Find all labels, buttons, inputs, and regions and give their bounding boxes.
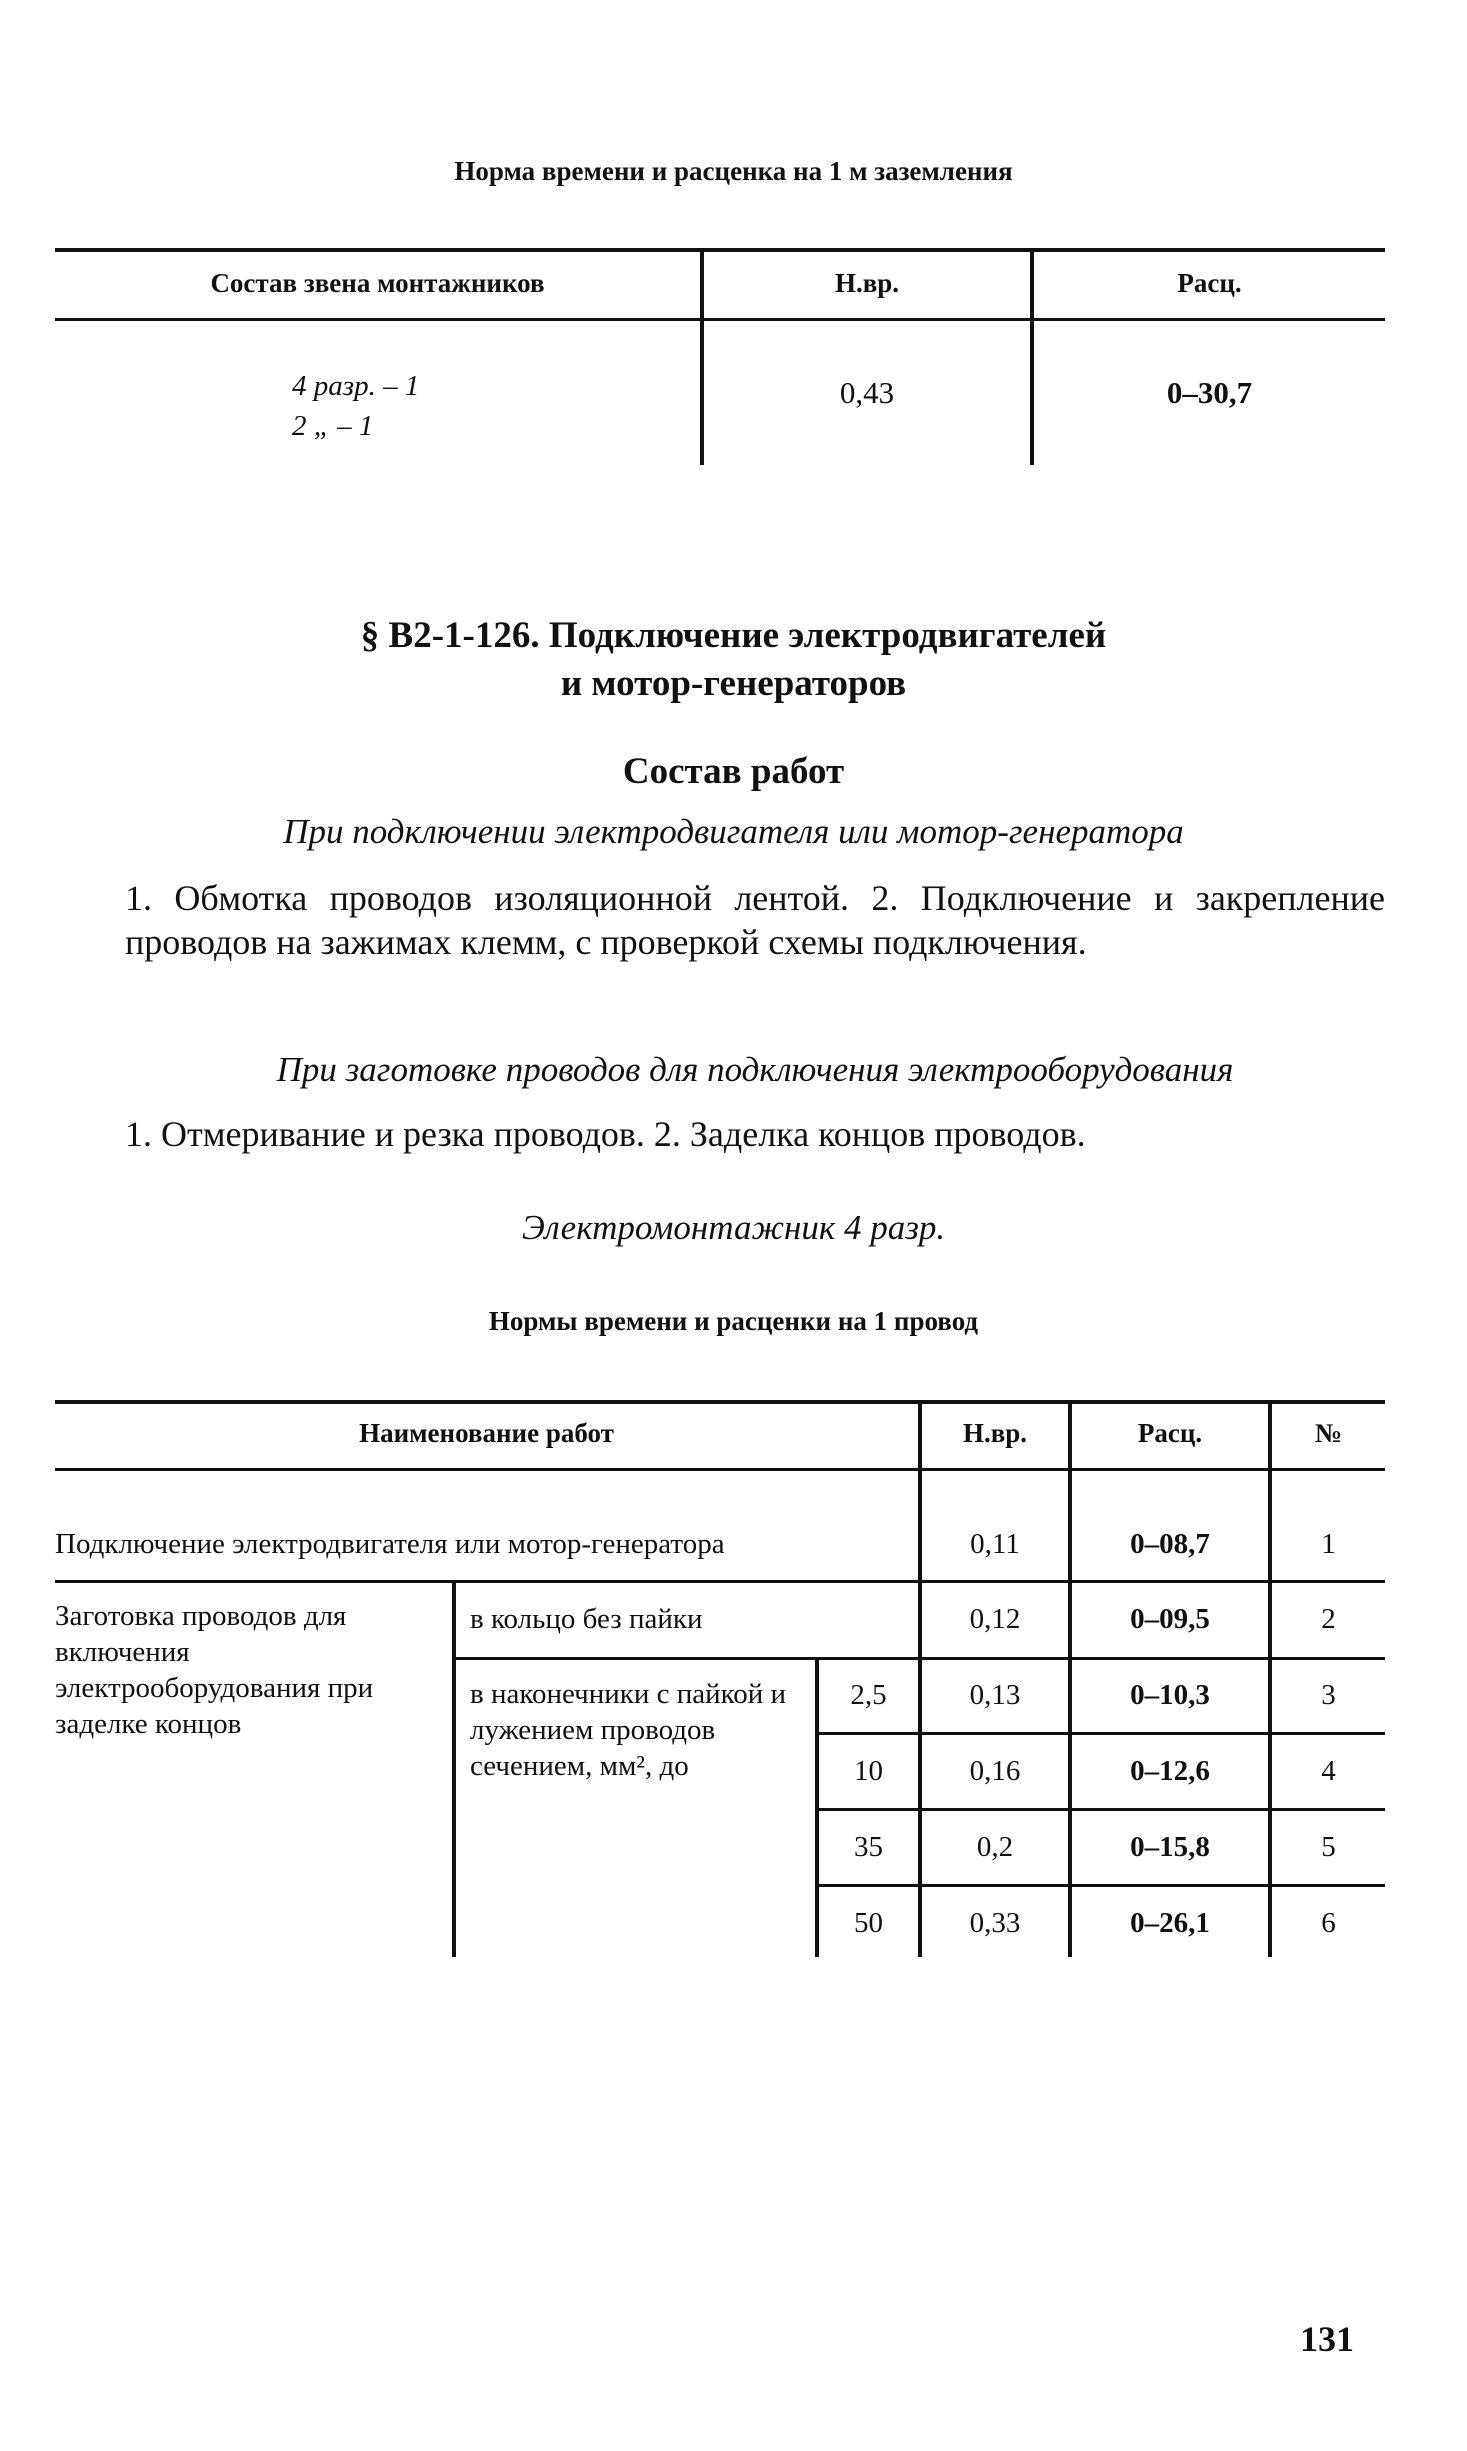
table1-header-crew: Состав звена монтажников <box>210 268 545 298</box>
table2-row2-name: в кольцо без пайки <box>470 1603 703 1635</box>
table1-crew-line2: 2 „ – 1 <box>292 410 374 442</box>
table2-row3-num: 3 <box>1321 1679 1336 1711</box>
table2-row6-rate: 0–26,1 <box>1130 1907 1210 1939</box>
section-title-line2: и мотор-генераторов <box>560 663 907 704</box>
table2-row1-num: 1 <box>1321 1528 1336 1560</box>
table1-caption: Норма времени и расценка на 1 м заземления <box>454 156 1013 186</box>
table2-row2-num: 2 <box>1321 1603 1336 1635</box>
table2-row3-size: 2,5 <box>850 1679 887 1711</box>
table2-top-rule <box>55 1400 1385 1404</box>
page-number: 131 <box>1300 2319 1354 2359</box>
table2-header-norm: Н.вр. <box>962 1418 1028 1448</box>
table2-row5-rate: 0–15,8 <box>1130 1831 1210 1863</box>
table1-header-rate: Расц. <box>1177 268 1242 298</box>
table2-row-rule-5 <box>817 1884 1385 1887</box>
table2-row1-rate: 0–08,7 <box>1130 1528 1210 1560</box>
table2-row5-num: 5 <box>1321 1831 1336 1863</box>
table2-row4-norm: 0,16 <box>969 1755 1021 1787</box>
table2-row4-size: 10 <box>854 1755 883 1787</box>
case1-text: 1. Обмотка проводов изоляционной лентой. 2. Подключение и закрепление проводов на зажимах клемм, с проверкой схемы подключения. <box>125 878 1385 962</box>
table2-header-num: № <box>1314 1418 1343 1448</box>
table2-sub-label: в наконечники с пайкой и лужением проводов сечением, мм², до <box>470 1678 787 1782</box>
table2-row4-num: 4 <box>1321 1755 1336 1787</box>
table2-row1-norm: 0,11 <box>970 1528 1020 1560</box>
table2-row2-norm: 0,12 <box>969 1603 1021 1635</box>
table2-row-rule-4 <box>817 1808 1385 1811</box>
table2-caption: Нормы времени и расценки на 1 провод <box>488 1306 979 1336</box>
case1-heading: При подключении электродвигателя или мотор-генератора <box>283 812 1184 851</box>
table2-row6-norm: 0,33 <box>969 1907 1021 1939</box>
section-subtitle: Состав работ <box>622 751 845 792</box>
table2-row-rule-3 <box>817 1732 1385 1735</box>
table2-header-name: Наименование работ <box>359 1418 614 1448</box>
section-title-line1: § В2-1-126. Подключение электродвигателей <box>360 615 1107 656</box>
table2-row3-rate: 0–10,3 <box>1130 1679 1210 1711</box>
table2-row4-rate: 0–12,6 <box>1130 1755 1210 1787</box>
table2-row-rule-2 <box>454 1657 1385 1660</box>
table2-row2-rate: 0–09,5 <box>1130 1603 1210 1635</box>
table1-rate-value: 0–30,7 <box>1166 375 1253 410</box>
table2-row5-size: 35 <box>854 1831 883 1863</box>
table2-header-rule <box>55 1468 1385 1471</box>
case2-text: 1. Отмеривание и резка проводов. 2. Заделка концов проводов. <box>125 1114 1086 1154</box>
table2-header-rate: Расц. <box>1137 1418 1203 1448</box>
table2-row-rule-1 <box>55 1580 1385 1583</box>
worker-grade: Электромонтажник 4 разр. <box>521 1208 946 1247</box>
table2-divider-group <box>452 1582 456 1957</box>
table2-row6-size: 50 <box>854 1907 883 1939</box>
table1-header-norm: Н.вр. <box>834 268 900 298</box>
table1-header-rule <box>55 318 1385 321</box>
table1-norm-value: 0,43 <box>839 375 895 410</box>
table2-row5-norm: 0,2 <box>976 1831 1014 1863</box>
table2-row1-name: Подключение электродвигателя или мотор-генератора <box>55 1528 725 1560</box>
table1-crew-line1: 4 разр. – 1 <box>292 370 420 402</box>
table2-group-label: Заготовка проводов для включения электрооборудования при заделке концов <box>55 1600 374 1740</box>
table2-row3-norm: 0,13 <box>969 1679 1021 1711</box>
case2-heading: При заготовке проводов для подключения электрооборудования <box>276 1050 1234 1089</box>
table1-top-rule <box>55 248 1385 252</box>
table2-row6-num: 6 <box>1321 1907 1336 1939</box>
